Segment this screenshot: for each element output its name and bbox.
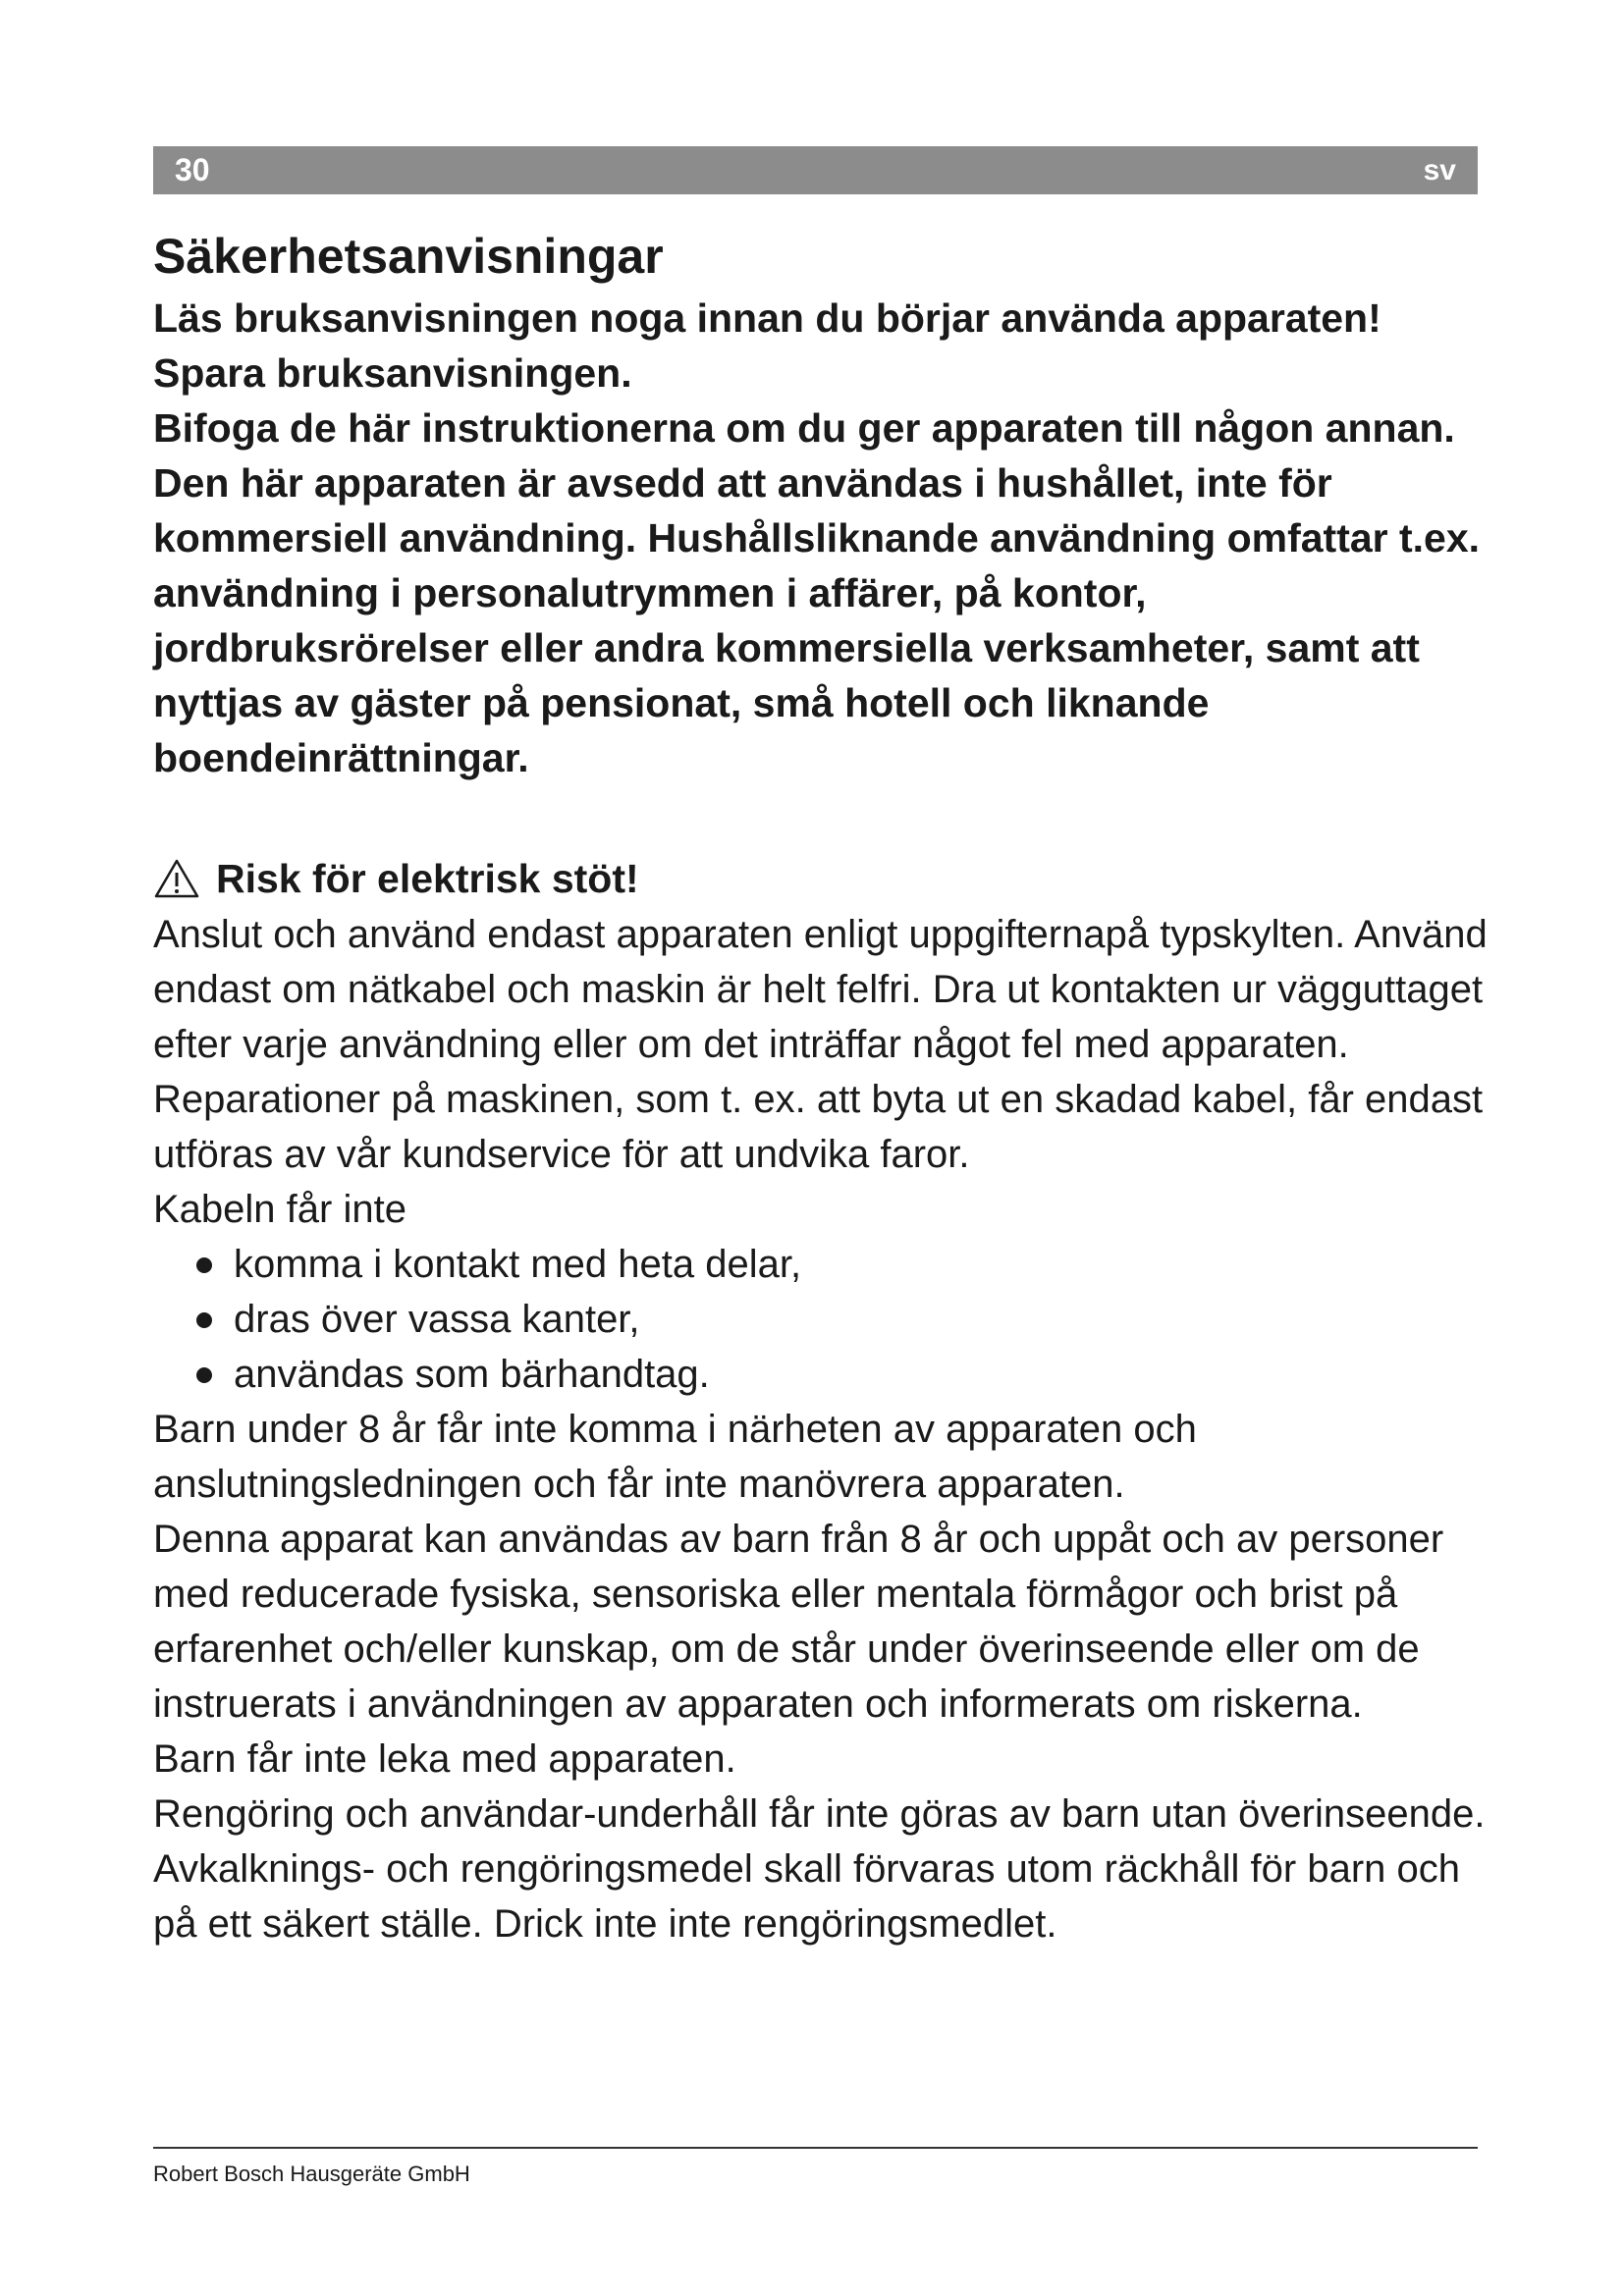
page-title: Säkerhetsanvisningar: [153, 229, 664, 284]
page-header-bar: [153, 146, 1478, 194]
cable-intro: Kabeln får inte: [153, 1188, 406, 1231]
page-number: 30: [175, 152, 210, 187]
footer-divider: [153, 2147, 1478, 2149]
language-code: sv: [1423, 154, 1456, 187]
cable-restrictions-list: [153, 1237, 1489, 1402]
electrical-safety-paragraph: Anslut och använd endast apparaten enligt uppgifternapå typskylten. Använd endast om nätkabel och maskin är helt felfri. Dra ut kontakten ur vägguttaget efter varje användning eller om det inträffar något fel med apparaten. Reparationer på maskinen, som t. ex. att byta ut en skadad kabel, får endast utföras av vår kundservice för att undvika faror.: [153, 913, 1488, 1176]
intro-section: [153, 291, 1489, 785]
supervision-paragraph: Denna apparat kan användas av barn från 8 år och uppåt och av personer med reducerade fysiska, sensoriska eller mentala förmågor och brist på erfarenhet och/eller kunskap, om de står under överinseende eller om de instruerats i användningen av apparaten och informerats om riskerna.: [153, 1518, 1444, 1726]
bullet-icon: [196, 1312, 212, 1328]
descaling-storage-paragraph: Avkalknings- och rengöringsmedel skall förvaras utom räckhåll för barn och på ett säkert ställe. Drick inte inte rengöringsmedlet.: [153, 1847, 1460, 1946]
warning-body: [153, 907, 1489, 1951]
bullet-icon: [196, 1257, 212, 1273]
warning-triangle-icon: [153, 858, 200, 899]
intro-usage-scope: Bifoga de här instruktionerna om du ger apparaten till någon annan. Den här apparaten är avsedd att användas i hushållet, inte för kommersiell användning. Hushållsliknande användning omfattar t.ex. användning i personalutrymmen i affärer, på kontor, jordbruksrörelser eller andra kommersiella verksamheter, samt att nyttjas av gäster på pensionat, små hotell och liknande boendeinrättningar.: [153, 405, 1481, 780]
footer-company: Robert Bosch Hausgeräte GmbH: [153, 2162, 470, 2186]
list-item: komma i kontakt med heta delar,: [196, 1237, 1489, 1292]
list-item: användas som bärhandtag.: [196, 1347, 1489, 1402]
bullet-icon: [196, 1367, 212, 1383]
warning-heading: [153, 850, 1489, 907]
intro-read-manual: Läs bruksanvisningen noga innan du börjar använda apparaten! Spara bruksanvisningen.: [153, 295, 1381, 396]
page-content: [153, 222, 1489, 1951]
cleaning-paragraph: Rengöring och användar-underhåll får inte göras av barn utan överinseende.: [153, 1792, 1486, 1836]
warning-heading-text: Risk för elektrisk stöt!: [216, 856, 639, 901]
list-item: dras över vassa kanter,: [196, 1292, 1489, 1347]
children-age-paragraph: Barn under 8 år får inte komma i närheten av apparaten och anslutningsledningen och får inte manövrera apparaten.: [153, 1408, 1197, 1506]
children-play-paragraph: Barn får inte leka med apparaten.: [153, 1737, 736, 1781]
